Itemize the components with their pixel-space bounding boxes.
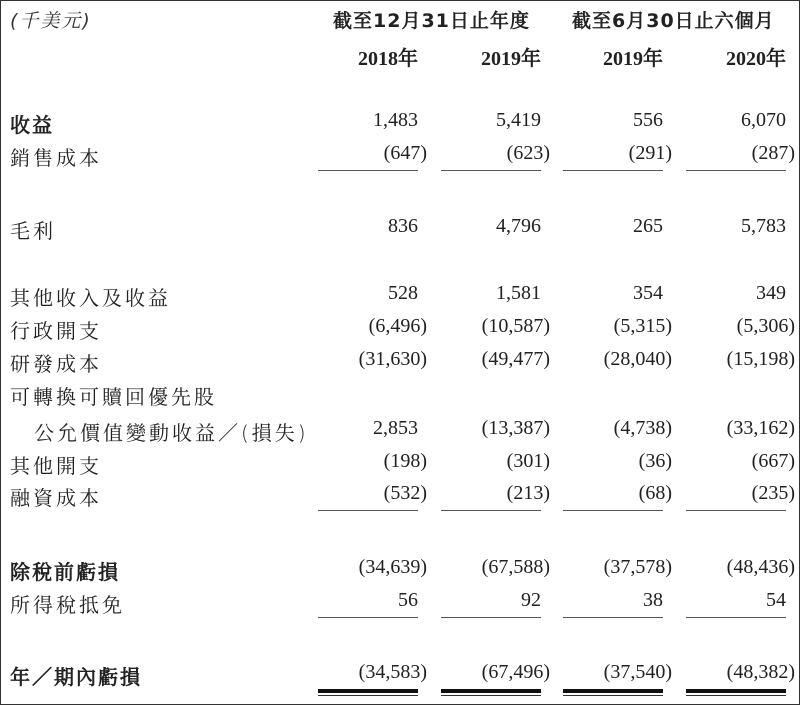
subtotal-rule bbox=[563, 617, 663, 618]
subtotal-rule bbox=[563, 170, 663, 171]
row-label: 所得稅抵免 bbox=[10, 593, 125, 617]
table-row-preferred-shares-heading bbox=[0, 381, 800, 411]
cell-value: 354 bbox=[633, 282, 663, 304]
subtotal-rule bbox=[441, 510, 541, 511]
cell-value: (48,382) bbox=[726, 661, 795, 683]
cell-value: (34,639) bbox=[358, 556, 427, 578]
cell-value: (287) bbox=[751, 142, 795, 164]
cell-value: 56 bbox=[398, 589, 418, 611]
row-label: 其他收入及收益 bbox=[10, 286, 171, 310]
row-label: 其他開支 bbox=[10, 454, 102, 478]
cell-value: (31,630) bbox=[358, 348, 427, 370]
subtotal-rule bbox=[686, 617, 786, 618]
table-row-other-expenses bbox=[0, 450, 800, 480]
subtotal-rule bbox=[441, 617, 541, 618]
row-label: 研發成本 bbox=[10, 352, 102, 376]
cell-value: (5,315) bbox=[613, 315, 672, 337]
row-label: 融資成本 bbox=[10, 486, 102, 510]
cell-value: (532) bbox=[383, 482, 427, 504]
group-header-annual: 截至12月31日止年度 bbox=[333, 10, 530, 32]
row-label: 銷售成本 bbox=[10, 146, 102, 170]
cell-value: (67,588) bbox=[481, 556, 550, 578]
cell-value: (28,040) bbox=[603, 348, 672, 370]
cell-value: (36) bbox=[638, 450, 672, 472]
cell-value: (49,477) bbox=[481, 348, 550, 370]
row-label: 毛利 bbox=[10, 219, 56, 243]
cell-value: (5,306) bbox=[736, 315, 795, 337]
table-row-gross-profit bbox=[0, 215, 800, 245]
table-row-loss-for-period bbox=[0, 661, 800, 691]
cell-value: (48,436) bbox=[726, 556, 795, 578]
cell-value: (37,578) bbox=[603, 556, 672, 578]
cell-value: 54 bbox=[766, 589, 786, 611]
cell-value: (235) bbox=[751, 482, 795, 504]
cell-value: 349 bbox=[756, 282, 786, 304]
table-row-fair-value-change bbox=[0, 417, 800, 447]
row-label: 除稅前虧損 bbox=[10, 560, 120, 584]
year-header-2019-annual: 2019年 bbox=[481, 48, 541, 70]
table-row-admin-expenses bbox=[0, 315, 800, 345]
table-row-other-income bbox=[0, 282, 800, 312]
row-label: 年／期內虧損 bbox=[10, 665, 142, 689]
total-double-rule bbox=[563, 689, 663, 696]
cell-value: (647) bbox=[383, 142, 427, 164]
subtotal-rule bbox=[318, 617, 418, 618]
cell-value: (291) bbox=[628, 142, 672, 164]
cell-value: (68) bbox=[638, 482, 672, 504]
table-row-loss-before-tax bbox=[0, 556, 800, 586]
table-row-rd-costs bbox=[0, 348, 800, 378]
subtotal-rule bbox=[441, 170, 541, 171]
cell-value: (34,583) bbox=[358, 661, 427, 683]
cell-value: (667) bbox=[751, 450, 795, 472]
cell-value: 5,783 bbox=[741, 215, 786, 237]
cell-value: 528 bbox=[388, 282, 418, 304]
cell-value: 1,581 bbox=[496, 282, 541, 304]
table-row-income-tax-credit bbox=[0, 589, 800, 619]
subtotal-rule bbox=[563, 510, 663, 511]
cell-value: (67,496) bbox=[481, 661, 550, 683]
subtotal-rule bbox=[686, 510, 786, 511]
cell-value: 2,853 bbox=[373, 417, 418, 439]
cell-value: (623) bbox=[506, 142, 550, 164]
cell-value: 4,796 bbox=[496, 215, 541, 237]
total-double-rule bbox=[318, 689, 418, 696]
table-row-cost-of-sales bbox=[0, 142, 800, 172]
group-header-interim: 截至6月30日止六個月 bbox=[572, 10, 775, 32]
cell-value: 1,483 bbox=[373, 109, 418, 131]
row-label: 行政開支 bbox=[10, 319, 102, 343]
cell-value: 6,070 bbox=[741, 109, 786, 131]
subtotal-rule bbox=[686, 170, 786, 171]
row-label: 公允價值變動收益／(損失) bbox=[34, 421, 309, 445]
total-double-rule bbox=[686, 689, 786, 696]
cell-value: 38 bbox=[643, 589, 663, 611]
cell-value: (15,198) bbox=[726, 348, 795, 370]
subtotal-rule bbox=[318, 510, 418, 511]
row-label: 可轉換可贖回優先股 bbox=[10, 385, 217, 409]
cell-value: (301) bbox=[506, 450, 550, 472]
cell-value: (10,587) bbox=[481, 315, 550, 337]
year-header-2020: 2020年 bbox=[726, 48, 786, 70]
cell-value: (198) bbox=[383, 450, 427, 472]
table-row-revenue bbox=[0, 109, 800, 139]
cell-value: 836 bbox=[388, 215, 418, 237]
cell-value: (13,387) bbox=[481, 417, 550, 439]
cell-value: 556 bbox=[633, 109, 663, 131]
year-header-2019-interim: 2019年 bbox=[603, 48, 663, 70]
cell-value: (37,540) bbox=[603, 661, 672, 683]
cell-value: (4,738) bbox=[613, 417, 672, 439]
cell-value: (6,496) bbox=[368, 315, 427, 337]
cell-value: (33,162) bbox=[726, 417, 795, 439]
subtotal-rule bbox=[318, 170, 418, 171]
cell-value: 265 bbox=[633, 215, 663, 237]
total-double-rule bbox=[441, 689, 541, 696]
table-row-finance-costs bbox=[0, 482, 800, 512]
year-header-2018: 2018年 bbox=[358, 48, 418, 70]
cell-value: (213) bbox=[506, 482, 550, 504]
unit-label: (千美元) bbox=[10, 10, 92, 32]
row-label: 收益 bbox=[10, 113, 54, 137]
cell-value: 5,419 bbox=[496, 109, 541, 131]
cell-value: 92 bbox=[521, 589, 541, 611]
